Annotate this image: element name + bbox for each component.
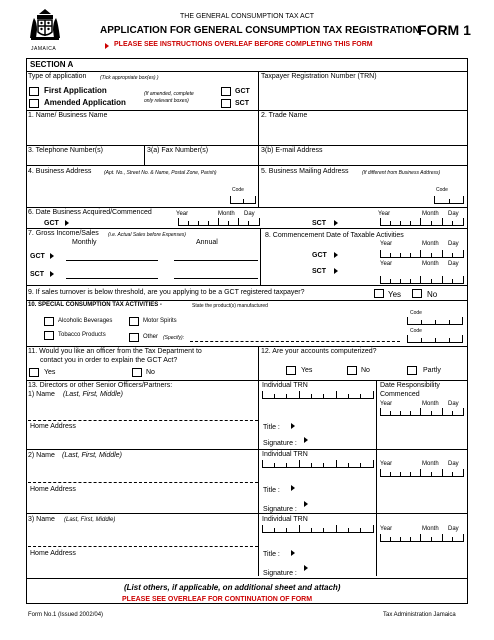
tobacco-checkbox[interactable] xyxy=(44,331,54,340)
instructions-note: PLEASE SEE INSTRUCTIONS OVERLEAF BEFORE COMPLETING THIS FORM xyxy=(114,41,373,48)
trn-field[interactable] xyxy=(262,83,462,109)
q6-sct-date-field[interactable] xyxy=(380,218,464,226)
director-2-signature-label: Signature : xyxy=(263,506,297,513)
director-2-name-label: 2) Name xyxy=(28,452,55,459)
month-label: Month xyxy=(422,241,439,247)
arrow-right-icon xyxy=(291,550,295,556)
alcohol-checkbox[interactable] xyxy=(44,317,54,326)
q9-no-label: No xyxy=(427,290,438,299)
q8-gct-date-field[interactable] xyxy=(380,250,464,258)
director-3-name-label: 3) Name xyxy=(28,516,55,523)
q4-business-address-label: 4. Business Address xyxy=(28,168,92,175)
q9-yes-checkbox[interactable] xyxy=(374,289,384,298)
director-2-title-label: Title : xyxy=(263,487,280,494)
q11-officer-label-1: 11. Would you like an officer from the Tax Department to xyxy=(28,348,202,355)
year-label: Year xyxy=(378,211,391,217)
first-application-checkbox[interactable] xyxy=(29,87,39,96)
day-label: Day xyxy=(448,211,459,217)
alcohol-label: Alcoholic Beverages xyxy=(58,318,113,324)
day-label: Day xyxy=(448,401,459,407)
day-label: Day xyxy=(448,526,459,532)
section-a-heading: SECTION A xyxy=(30,60,74,69)
code-label: Code xyxy=(410,328,422,334)
director-1-signature-label: Signature : xyxy=(263,440,297,447)
agency-label: Tax Administration Jamaica xyxy=(383,612,456,618)
amended-application-checkbox[interactable] xyxy=(29,99,39,108)
q9-yes-label: Yes xyxy=(388,290,402,299)
q2-trade-name-label: 2. Trade Name xyxy=(261,112,308,119)
sct-type-label: SCT xyxy=(235,100,249,107)
month-label: Month xyxy=(218,211,235,217)
director-2-date-field[interactable] xyxy=(380,469,464,477)
arrow-right-icon xyxy=(304,565,308,571)
gct-type-checkbox[interactable] xyxy=(221,87,231,96)
q7-gct-label: GCT xyxy=(30,253,45,260)
arrow-right-icon xyxy=(304,501,308,507)
specify-label: (Specify): xyxy=(163,335,185,341)
name-format-hint: (Last, First, Middle) xyxy=(63,391,123,398)
year-label: Year xyxy=(380,261,393,267)
month-label: Month xyxy=(422,461,439,467)
amended-note-2: only relevant boxes) xyxy=(144,98,189,104)
q6-gct-date-field[interactable] xyxy=(178,218,260,226)
q13-directors-label: 13. Directors or other Senior Officers/Partners: xyxy=(28,382,173,389)
q11-yes-label: Yes xyxy=(44,369,56,376)
director-1-home-address-label: Home Address xyxy=(30,423,76,430)
q11-yes-checkbox[interactable] xyxy=(29,368,39,377)
director-3-title-label: Title : xyxy=(263,551,280,558)
director-2-trn-field[interactable] xyxy=(262,460,374,468)
see-overleaf-note: PLEASE SEE OVERLEAF FOR CONTINUATION OF FORM xyxy=(122,596,313,603)
day-label: Day xyxy=(448,261,459,267)
q4-address-note: (Apt. No., Street No. & Name, Postal Zone, Parish) xyxy=(104,170,217,176)
code-label: Code xyxy=(232,187,244,193)
code-label: Code xyxy=(410,310,422,316)
q6-date-commenced-label: 6. Date Business Acquired/Commenced xyxy=(28,209,152,216)
business-postal-code-field[interactable] xyxy=(230,196,256,204)
first-application-label: First Application xyxy=(44,86,107,95)
q8-commencement-label: 8. Commencement Date of Taxable Activities xyxy=(265,232,404,239)
q6-gct-label: GCT xyxy=(44,220,59,227)
type-label: Type of application xyxy=(28,73,87,80)
arrow-right-icon xyxy=(105,43,109,49)
q8-sct-date-field[interactable] xyxy=(380,276,464,284)
q12-partly-checkbox[interactable] xyxy=(407,366,417,375)
mailing-postal-code-field[interactable] xyxy=(434,196,464,204)
tobacco-label: Tobacco Products xyxy=(58,332,106,338)
sct-type-checkbox[interactable] xyxy=(221,99,231,108)
name-format-hint: (Last, First, Middle) xyxy=(64,517,116,523)
trn-label: Taxpayer Registration Number (TRN) xyxy=(261,73,377,80)
q1-name-label: 1. Name/ Business Name xyxy=(28,112,108,119)
q11-no-label: No xyxy=(146,369,155,376)
q7-sct-label: SCT xyxy=(30,271,44,278)
director-3-signature-label: Signature : xyxy=(263,570,297,577)
director-1-date-field[interactable] xyxy=(380,408,464,416)
q11-officer-label-2: contact you in order to explain the GCT Act? xyxy=(40,357,178,364)
month-label: Month xyxy=(422,211,439,217)
q12-partly-label: Partly xyxy=(423,367,441,374)
sct-annual-field[interactable] xyxy=(174,278,258,279)
q10-note: State the product(s) manufactured xyxy=(192,303,268,309)
date-responsibility-label-1: Date Responsibility xyxy=(380,382,440,389)
q3a-fax-label: 3(a) Fax Number(s) xyxy=(147,147,209,154)
year-label: Year xyxy=(380,401,393,407)
day-label: Day xyxy=(244,211,255,217)
q9-threshold-label: 9. If sales turnover is below threshold, are you applying to be a GCT registered taxpayer? xyxy=(28,289,305,296)
month-label: Month xyxy=(422,401,439,407)
q10-sct-activities-label: 10. SPECIAL CONSUMPTION TAX ACTIVITIES - xyxy=(28,302,162,308)
individual-trn-label: Individual TRN xyxy=(262,382,308,389)
director-2-home-address-label: Home Address xyxy=(30,486,76,493)
director-3-home-address-label: Home Address xyxy=(30,550,76,557)
year-label: Year xyxy=(380,526,393,532)
sct-activity-code-1[interactable] xyxy=(407,317,463,325)
name-format-hint: (Last, First, Middle) xyxy=(62,452,122,459)
q12-yes-checkbox[interactable] xyxy=(286,366,296,375)
name-field[interactable] xyxy=(28,120,256,144)
crest-caption: JAMAICA xyxy=(31,46,57,52)
arrow-right-icon xyxy=(50,253,54,259)
other-specify-field[interactable] xyxy=(190,341,400,342)
monthly-label: Monthly xyxy=(72,239,97,246)
q8-gct-label: GCT xyxy=(312,252,327,259)
q6-sct-label: SCT xyxy=(312,220,326,227)
gct-monthly-field[interactable] xyxy=(66,260,158,261)
amended-application-label: Amended Application xyxy=(44,98,126,107)
q3-telephone-label: 3. Telephone Number(s) xyxy=(28,147,103,154)
q11-no-checkbox[interactable] xyxy=(132,368,142,377)
year-label: Year xyxy=(380,241,393,247)
month-label: Month xyxy=(422,261,439,267)
jamaica-coat-of-arms-icon xyxy=(28,8,62,48)
q12-no-label: No xyxy=(361,367,370,374)
motor-spirits-label: Motor Spirits xyxy=(143,318,177,324)
day-label: Day xyxy=(448,241,459,247)
q9-no-checkbox[interactable] xyxy=(412,289,422,298)
year-label: Year xyxy=(176,211,189,217)
q3b-email-label: 3(b) E-mail Address xyxy=(261,147,323,154)
act-title: THE GENERAL CONSUMPTION TAX ACT xyxy=(180,13,315,20)
q5-mailing-note: (If different from Business Address) xyxy=(362,170,441,176)
amended-note-1: (If amended, complete xyxy=(144,91,194,97)
arrow-right-icon xyxy=(291,423,295,429)
date-responsibility-label-2: Commenced xyxy=(380,391,420,398)
director-3-trn-field[interactable] xyxy=(262,525,374,533)
arrow-right-icon xyxy=(334,268,338,274)
director-1-name-label: 1) Name xyxy=(28,391,55,398)
trade-name-field[interactable] xyxy=(262,120,466,144)
director-1-trn-field[interactable] xyxy=(262,391,374,399)
q12-no-checkbox[interactable] xyxy=(347,366,357,375)
type-note: (Tick appropriate box(es) ) xyxy=(100,75,159,81)
gct-type-label: GCT xyxy=(235,88,250,95)
q8-sct-label: SCT xyxy=(312,268,326,275)
other-label: Other xyxy=(143,334,159,340)
arrow-right-icon xyxy=(50,271,54,277)
q5-mailing-address-label: 5. Business Mailing Address xyxy=(261,168,349,175)
arrow-right-icon xyxy=(304,437,308,443)
form-title: APPLICATION FOR GENERAL CONSUMPTION TAX REGISTRATION xyxy=(100,25,420,36)
q12-yes-label: Yes xyxy=(301,367,313,374)
other-checkbox[interactable] xyxy=(129,333,139,342)
q12-computerized-label: 12. Are your accounts computerized? xyxy=(261,348,377,355)
individual-trn-label: Individual TRN xyxy=(262,516,308,523)
director-1-title-label: Title : xyxy=(263,424,280,431)
arrow-right-icon xyxy=(334,252,338,258)
list-others-note: (List others, if applicable, on additional sheet and attach) xyxy=(124,583,341,592)
q7-income-note: (i.e. Actual Sales before Expenses) xyxy=(108,232,186,238)
year-label: Year xyxy=(380,461,393,467)
director-3-date-field[interactable] xyxy=(380,534,464,542)
q7-gross-income-label: 7. Gross Income/Sales xyxy=(28,230,99,237)
arrow-right-icon xyxy=(65,220,69,226)
arrow-right-icon xyxy=(334,220,338,226)
day-label: Day xyxy=(448,461,459,467)
gct-annual-field[interactable] xyxy=(174,260,258,261)
sct-monthly-field[interactable] xyxy=(66,278,158,279)
form-number: FORM 1 xyxy=(418,22,471,38)
annual-label: Annual xyxy=(196,239,218,246)
motor-spirits-checkbox[interactable] xyxy=(129,317,139,326)
form-issued-label: Form No.1 (Issued 2002/04) xyxy=(28,612,104,618)
sct-activity-code-2[interactable] xyxy=(407,335,463,343)
code-label: Code xyxy=(436,187,448,193)
arrow-right-icon xyxy=(291,485,295,491)
month-label: Month xyxy=(422,526,439,532)
individual-trn-label: Individual TRN xyxy=(262,451,308,458)
